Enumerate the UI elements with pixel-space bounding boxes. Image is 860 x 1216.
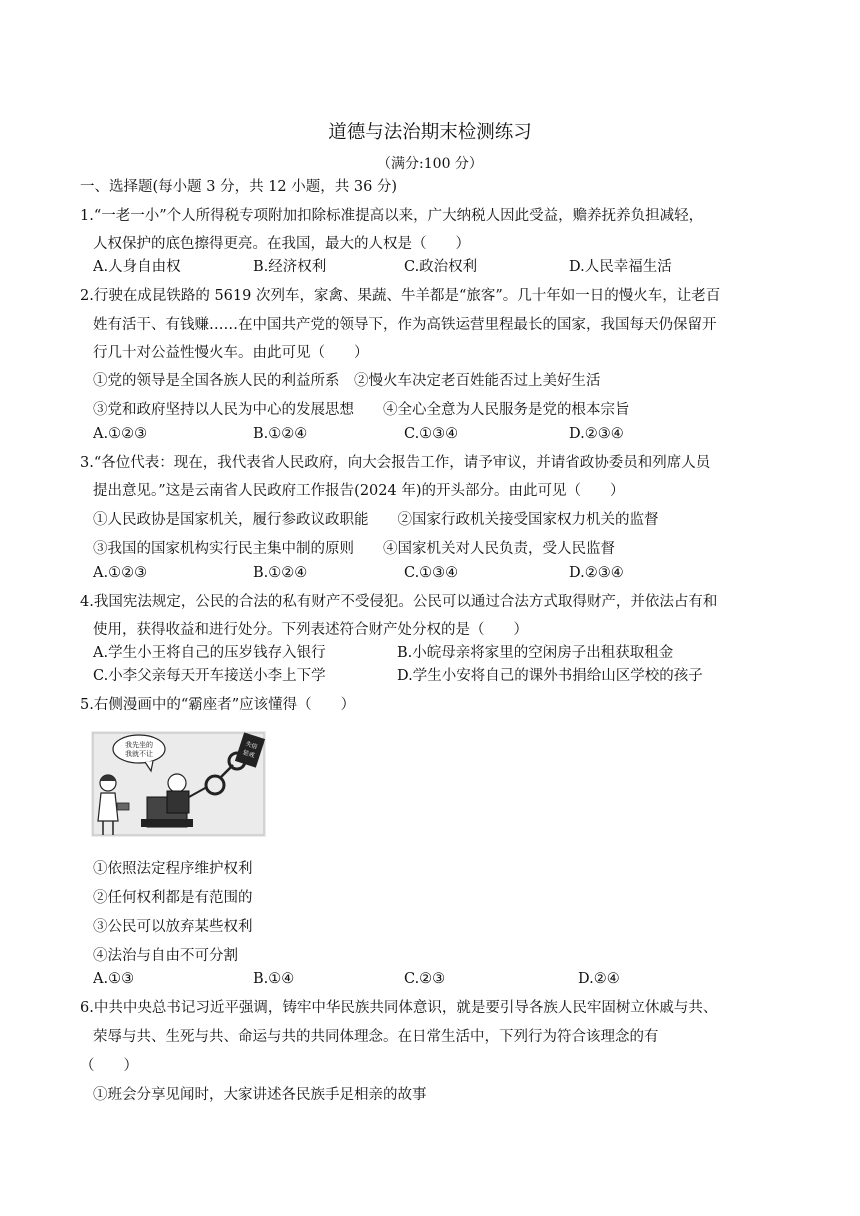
page-title: 道德与法治期末检测练习 [328,122,532,143]
q4-option-a: A.学生小王将自己的压岁钱存入银行 [93,645,326,661]
q2-option-c: C.①③④ [404,426,459,442]
q5-stem-line-1: 5.右侧漫画中的“霸座者”应该懂得（ ） [80,697,356,713]
q3-option-d: D.②③④ [569,565,624,581]
q1-stem-line-2: 人权保护的底色擦得更亮。在我国，最大的人权是（ ） [93,236,470,252]
comic-bubble-text-1: 我先坐的 [125,741,153,749]
q6-statement-1: ①班会分享见闻时，大家讲述各民族手足相亲的故事 [93,1087,427,1103]
q5-statement-1: ①依照法定程序维护权利 [93,861,253,877]
q1-option-d: D.人民幸福生活 [569,259,672,275]
q6-stem-line-3: （ ） [80,1058,138,1074]
q2-statement-1: ①党的领导是全国各族人民的利益所系 ②慢火车决定老百姓能否过上美好生活 [93,373,601,389]
q4-option-c: C.小李父亲每天开车接送小李上下学 [93,668,326,684]
q1-option-a: A.人身自由权 [93,259,181,275]
q6-stem-line-2: 荣辱与共、生死与共、命运与共的共同体理念。在日常生活中，下列行为符合该理念的有 [93,1029,659,1045]
q5-statement-4: ④法治与自由不可分割 [93,948,238,964]
q3-stem-line-2: 提出意见。”这是云南省人民政府工作报告(2024 年)的开头部分。由此可见（ ） [93,483,625,499]
q3-option-b: B.①②④ [253,565,308,581]
q2-option-a: A.①②③ [93,426,148,442]
q3-option-c: C.①③④ [404,565,459,581]
q6-stem-line-1: 6.中共中央总书记习近平强调，铸牢中华民族共同体意识，就是要引导各族人民牢固树立休戚与共、 [80,1000,718,1016]
comic-sign-text-2: 惩戒 [241,749,256,760]
q5-option-c: C.②③ [404,971,446,987]
q3-stem-line-1: 3.“各位代表：现在，我代表省人民政府，向大会报告工作，请予审议，并请省政协委员和列席人员 [80,455,711,471]
comic-bubble-text-2: 我就不让 [125,750,153,758]
q2-option-b: B.①②④ [253,426,308,442]
q2-option-d: D.②③④ [569,426,624,442]
q5-statement-2: ②任何权利都是有范围的 [93,890,253,906]
q2-statement-2: ③党和政府坚持以人民为中心的发展思想 ④全心全意为人民服务是党的根本宗旨 [93,402,630,418]
q3-statement-2: ③我国的国家机构实行民主集中制的原则 ④国家机关对人民负责，受人民监督 [93,541,615,557]
q4-stem-line-2: 使用，获得收益和进行处分。下列表述符合财产处分权的是（ ） [93,622,528,638]
q5-statement-3: ③公民可以放弃某些权利 [93,919,253,935]
q2-stem-line-2: 姓有活干、有钱赚……在中国共产党的领导下，作为高铁运营里程最长的国家，我国每天仍保留开 [93,317,717,333]
q4-option-d: D.学生小安将自己的课外书捐给山区学校的孩子 [397,668,703,684]
q1-option-c: C.政治权利 [404,259,478,275]
q2-stem-line-1: 2.行驶在成昆铁路的 5619 次列车，家禽、果蔬、牛羊都是“旅客”。几十年如一日的慢火车，让老百 [80,288,721,304]
comic-seat-hog-illustration [91,731,266,837]
q5-option-d: D.②④ [578,971,620,987]
score-note: （满分:100 分） [377,156,483,172]
q1-stem-line-1: 1.“一老一小”个人所得税专项附加扣除标准提高以来，广大纳税人因此受益，赡养抚养负担减轻， [80,208,704,224]
section-heading: 一、选择题(每小题 3 分，共 12 小题，共 36 分) [80,179,398,195]
q5-option-a: A.①③ [93,971,135,987]
q4-stem-line-1: 4.我国宪法规定，公民的合法的私有财产不受侵犯。公民可以通过合法方式取得财产，并依法占有和 [80,594,718,610]
q3-statement-1: ①人民政协是国家机关，履行参政议政职能 ②国家行政机关接受国家权力机关的监督 [93,512,659,528]
q1-option-b: B.经济权利 [253,259,327,275]
q4-option-b: B.小皖母亲将家里的空闲房子出租获取租金 [397,645,674,661]
q5-option-b: B.①④ [253,971,295,987]
q3-option-a: A.①②③ [93,565,148,581]
q2-stem-line-3: 行几十对公益性慢火车。由此可见（ ） [93,345,369,361]
comic-sign-text-1: 失信 [244,740,259,751]
